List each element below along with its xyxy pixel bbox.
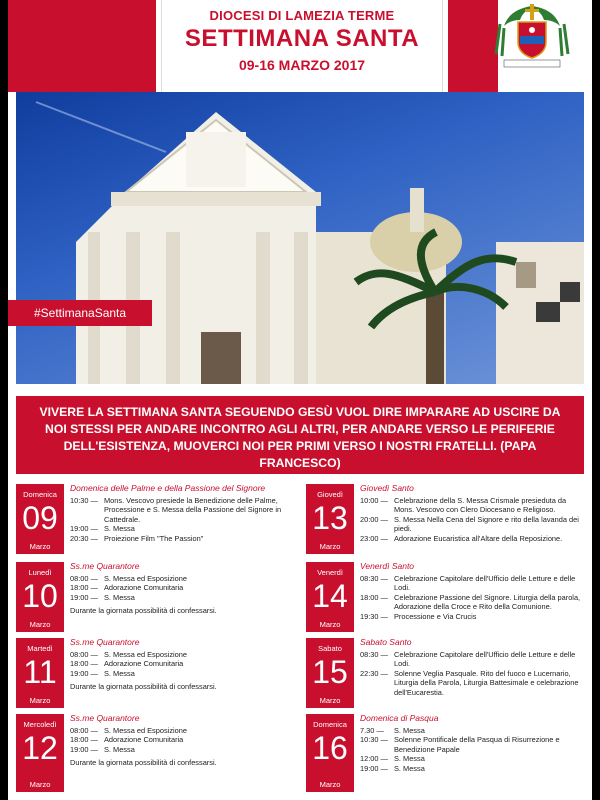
schedule-text: Celebrazione Capitolare dell'Ufficio delle Letture e delle Lodi. xyxy=(394,649,576,669)
date-box xyxy=(306,562,354,632)
schedule-text: Mons. Vescovo presiede la Benedizione delle Palme, Processione e S. Messa della Passione del Signore in Cattedrale. xyxy=(104,495,282,524)
page-title: SETTIMANA SANTA xyxy=(184,25,420,52)
day-name: Domenica xyxy=(313,720,347,729)
schedule-time: 08:00 — xyxy=(70,725,98,735)
schedule-text: S. Messa ed Esposizione xyxy=(104,573,187,583)
schedule-item xyxy=(70,496,294,525)
schedule-item xyxy=(70,659,294,669)
day-name: Lunedì xyxy=(28,568,52,577)
month-name: Marzo xyxy=(29,696,51,705)
schedule-text: Adorazione Comunitaria xyxy=(104,735,184,745)
day-title: Ss.me Quarantore xyxy=(70,713,140,723)
schedule-time: 19:30 — xyxy=(360,611,388,621)
schedule-time: 10:00 — xyxy=(360,495,388,505)
schedule-text: Proiezione Film "The Passion" xyxy=(104,533,204,543)
schedule-time: 23:00 — xyxy=(360,533,388,543)
schedule-item xyxy=(360,515,584,534)
day-card xyxy=(306,562,584,634)
schedule-time: 19:00 — xyxy=(360,763,388,773)
schedule-text: S. Messa Nella Cena del Signore e rito della lavanda dei piedi. xyxy=(394,514,579,534)
schedule-text: Adorazione Eucaristica all'Altare della Reposizione. xyxy=(394,533,563,543)
schedule-item xyxy=(70,574,294,584)
schedule-time: 12:00 — xyxy=(360,754,388,764)
schedule-item xyxy=(360,754,584,764)
month-name: Marzo xyxy=(319,780,341,789)
day-number: 11 xyxy=(23,654,57,690)
schedule-item xyxy=(360,735,584,754)
schedule-item xyxy=(360,496,584,515)
day-title: Ss.me Quarantore xyxy=(70,637,140,647)
schedule-text: S. Messa ed Esposizione xyxy=(104,725,187,735)
day-name: Martedì xyxy=(27,644,53,653)
schedule-time: 20:00 — xyxy=(360,514,388,524)
day-number: 15 xyxy=(312,654,348,690)
day-card xyxy=(16,484,294,556)
schedule-item xyxy=(70,524,294,534)
schedule-time: 19:00 — xyxy=(70,668,98,678)
day-card xyxy=(306,638,584,710)
month-name: Marzo xyxy=(319,542,341,551)
day-program xyxy=(360,484,584,544)
cathedral-photo xyxy=(16,92,584,384)
day-name: Giovedì xyxy=(317,490,343,499)
day-card xyxy=(306,484,584,556)
schedule-item xyxy=(360,574,584,593)
day-program xyxy=(70,638,294,692)
schedule-item xyxy=(360,593,584,612)
schedule-item xyxy=(70,726,294,736)
schedule-time: 19:00 — xyxy=(70,592,98,602)
schedule-text: Processione e Via Crucis xyxy=(394,611,477,621)
schedule-item xyxy=(360,534,584,544)
schedule-time: 10:30 — xyxy=(70,495,98,505)
month-name: Marzo xyxy=(29,542,51,551)
schedule-time: 18:00 — xyxy=(360,592,388,602)
month-name: Marzo xyxy=(319,620,341,629)
date-box xyxy=(16,484,64,554)
day-card xyxy=(16,714,294,794)
schedule-time: 7.30 — xyxy=(360,725,384,735)
confession-note: Durante la giornata possibilità di confessarsi. xyxy=(70,758,217,768)
day-name: Venerdì xyxy=(317,568,343,577)
day-card xyxy=(16,562,294,634)
hashtag-banner: #SettimanaSanta xyxy=(8,300,152,326)
date-box xyxy=(16,638,64,708)
day-number: 09 xyxy=(22,500,58,536)
day-title: Domenica di Pasqua xyxy=(360,713,439,723)
schedule-text: Adorazione Comunitaria xyxy=(104,583,184,593)
schedule-text: S. Messa ed Esposizione xyxy=(104,649,187,659)
schedule-text: S. Messa xyxy=(104,524,135,534)
day-number: 14 xyxy=(312,578,348,614)
month-name: Marzo xyxy=(29,620,51,629)
day-title: Venerdì Santo xyxy=(360,561,415,571)
schedule-text: S. Messa xyxy=(104,592,135,602)
schedule-time: 08:00 — xyxy=(70,649,98,659)
day-number: 10 xyxy=(22,578,58,614)
day-program xyxy=(360,638,584,698)
schedule-item xyxy=(70,534,294,544)
header-red-bar-right xyxy=(448,0,498,92)
schedule-item xyxy=(70,745,294,755)
diocese-name: DIOCESI DI LAMEZIA TERME xyxy=(209,8,395,23)
schedule-text: Solenne Pontificale della Pasqua di Risurrezione e Benedizione Papale xyxy=(394,735,560,754)
month-name: Marzo xyxy=(29,780,51,789)
day-number: 16 xyxy=(312,730,348,766)
day-program xyxy=(70,484,294,544)
day-program xyxy=(360,714,584,774)
day-title: Giovedì Santo xyxy=(360,483,414,493)
schedule-text: Celebrazione della S. Messa Crismale presieduta da Mons. Vescovo con Clero Diocesano e Religioso. xyxy=(394,495,567,515)
schedule-time: 10:30 — xyxy=(360,735,388,745)
schedule-text: S. Messa xyxy=(394,763,425,773)
day-name: Sabato xyxy=(318,644,342,653)
schedule-text: S. Messa xyxy=(104,744,135,754)
day-name: Mercoledì xyxy=(23,720,57,729)
schedule-item xyxy=(70,669,294,679)
schedule-text: S. Messa xyxy=(394,725,425,735)
schedule-item xyxy=(70,583,294,593)
schedule-item xyxy=(70,735,294,745)
schedule-time: 19:00 — xyxy=(70,744,98,754)
day-number: 13 xyxy=(312,500,348,536)
day-card xyxy=(16,638,294,710)
schedule-item xyxy=(360,612,584,622)
day-program xyxy=(360,562,584,622)
schedule-time: 08:30 — xyxy=(360,573,388,583)
schedule-text: Solenne Veglia Pasquale. Rito del fuoco e Lucernario, Liturgia della Parola, Liturgia Battesimale e celebrazione dell'Eucarestia. xyxy=(394,668,579,697)
schedule-item xyxy=(70,650,294,660)
pope-quote: VIVERE LA SETTIMANA SANTA SEGUENDO GESÙ VUOL DIRE IMPARARE AD USCIRE DA NOI STESSI PER ANDARE INCONTRO AGLI ALTRI, PER ANDARE VERSO LE PERIFERIE DELL'ESISTENZA, MUOVERCI NOI PER PRIMI VERSO I NOSTRI FRATELLI. (PAPA FRANCESCO) xyxy=(16,396,584,474)
confession-note: Durante la giornata possibilità di confessarsi. xyxy=(70,606,217,616)
date-box xyxy=(16,562,64,632)
day-program xyxy=(70,562,294,616)
schedule-text: Celebrazione Capitolare dell'Ufficio delle Letture e delle Lodi. xyxy=(394,573,576,593)
date-box xyxy=(306,484,354,554)
schedule-time: 18:00 — xyxy=(70,659,98,669)
header-red-bar-left xyxy=(8,0,156,92)
day-title: Sabato Santo xyxy=(360,637,412,647)
month-name: Marzo xyxy=(319,696,341,705)
schedule-text: Adorazione Comunitaria xyxy=(104,659,184,669)
schedule-time: 22:30 — xyxy=(360,668,388,678)
bishop-coat-of-arms-icon xyxy=(492,2,572,72)
day-program xyxy=(70,714,294,768)
schedule-item xyxy=(360,669,584,698)
date-box xyxy=(16,714,64,792)
schedule-text: S. Messa xyxy=(394,754,425,764)
schedule-time: 08:30 — xyxy=(360,649,388,659)
day-title: Domenica delle Palme e della Passione del Signore xyxy=(70,483,266,493)
schedule-item xyxy=(360,726,584,736)
schedule-time: 18:00 — xyxy=(70,583,98,593)
schedule-time: 20:30 — xyxy=(70,533,98,543)
day-title: Ss.me Quarantore xyxy=(70,561,140,571)
day-name: Domenica xyxy=(23,490,57,499)
schedule-text: Celebrazione Passione del Signore. Liturgia della parola, Adorazione della Croce e Rito della Comunione. xyxy=(394,592,581,612)
schedule-time: 08:00 — xyxy=(70,573,98,583)
schedule-item xyxy=(70,593,294,603)
schedule-item xyxy=(360,764,584,774)
schedule-text: S. Messa xyxy=(104,668,135,678)
schedule-time: 18:00 — xyxy=(70,735,98,745)
date-box xyxy=(306,714,354,792)
day-card xyxy=(306,714,584,794)
date-box xyxy=(306,638,354,708)
confession-note: Durante la giornata possibilità di confessarsi. xyxy=(70,682,217,692)
schedule-item xyxy=(360,650,584,669)
day-number: 12 xyxy=(22,730,58,766)
schedule-time: 19:00 — xyxy=(70,524,98,534)
poster xyxy=(8,0,592,800)
event-dates: 09-16 MARZO 2017 xyxy=(238,57,366,73)
